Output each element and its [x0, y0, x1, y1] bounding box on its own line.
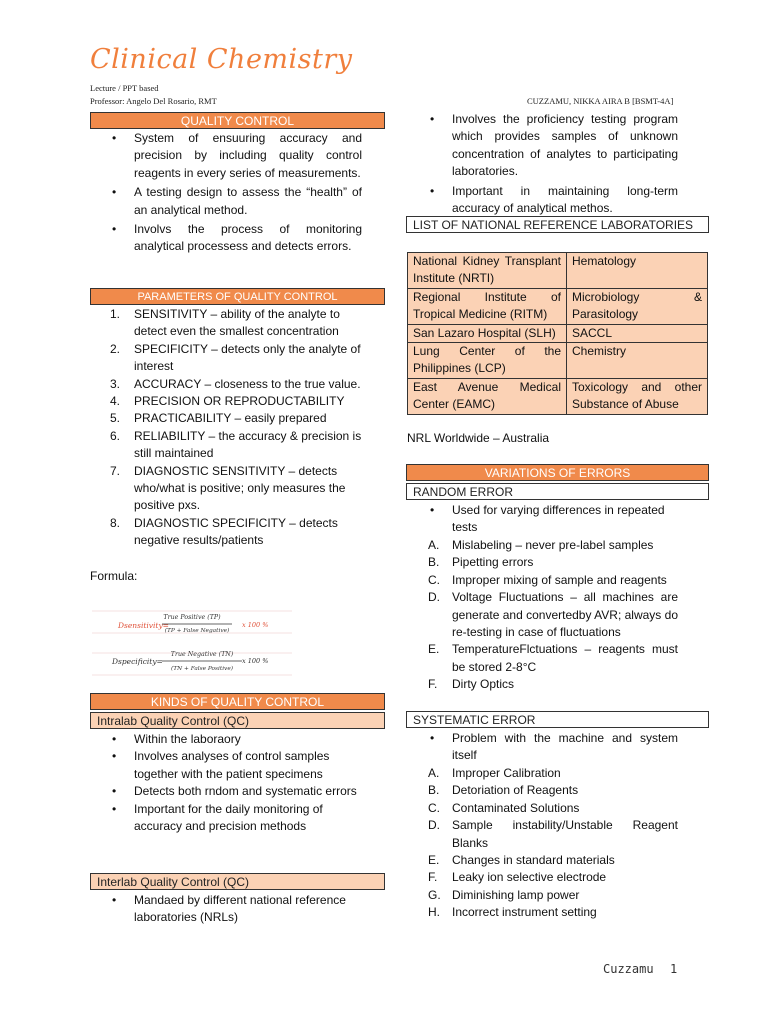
page-number: 1	[670, 962, 678, 976]
list-item: 1. SENSITIVITY – ability of the analyte to detect even the smallest concentration	[110, 307, 340, 339]
list-item: D. Sample instability/Unstable Reagent Blanks	[428, 818, 678, 850]
footer-name: Cuzzamu	[603, 962, 654, 976]
list-item: 6. RELIABILITY – the accuracy & precision is still maintained	[110, 428, 362, 461]
systematic-error-causes	[408, 765, 678, 922]
table-row	[408, 324, 708, 342]
list-item: A. Improper Calibration	[428, 766, 561, 780]
list-item: A. Mislabeling – never pre-label samples	[428, 538, 654, 552]
list-item: 7. DIAGNOSTIC SENSITIVITY – detects who/what is positive; only measures the positive pxs.	[110, 463, 346, 513]
list-item: F. Leaky ion selective electrode	[428, 870, 607, 885]
document-title: Clinical Chemistry	[90, 44, 353, 75]
interlab-list	[90, 892, 370, 927]
list-item: • Problem with the machine and system itself	[430, 731, 678, 763]
formula-label: Formula:	[90, 569, 138, 583]
professor-line: Professor: Angelo Del Rosario, RMT	[90, 96, 217, 106]
quality-control-list	[90, 130, 362, 256]
interlab-list-continued	[408, 111, 678, 217]
nrl-worldwide: NRL Worldwide – Australia	[407, 431, 550, 445]
systematic-error-list	[408, 730, 678, 765]
random-error-causes	[408, 537, 678, 694]
student-line: CUZZAMU, NIKKA AIRA B [BSMT-4A]	[527, 96, 674, 106]
list-item: • Important for the daily monitoring of accuracy and precision methods	[112, 801, 323, 834]
table-row	[408, 253, 708, 289]
list-item: B. Pipetting errors	[428, 555, 534, 570]
nrl-field: SACCL	[567, 324, 708, 342]
formula-image	[92, 605, 292, 685]
list-item: C. Improper mixing of sample and reagents	[428, 572, 667, 587]
list-item: 8. DIAGNOSTIC SPECIFICITY – detects negative results/patients	[110, 515, 338, 548]
list-item: H. Incorrect instrument setting	[428, 905, 597, 920]
nrl-lab: Lung Center of the Philippines (LCP)	[408, 343, 567, 379]
list-item: • Important in maintaining long-term accuracy of analytical methos.	[430, 183, 678, 216]
list-item: • Within the laboraory	[112, 732, 241, 746]
nrl-lab: National Kidney Transplant Institute (NRTI)	[408, 253, 567, 289]
list-item: • Involves the proficiency testing program which provides samples of unknown concentration of analytes to participating laboratories.	[430, 112, 678, 179]
list-item: • A testing design to assess the “health” of an analytical method.	[112, 185, 362, 217]
sensitivity-label: Dsensitivity=	[118, 621, 169, 630]
list-item: F. Dirty Optics	[428, 677, 515, 692]
nrl-table	[407, 252, 708, 415]
list-item: • Involvs the process of monitoring analytical processess and detects errors.	[112, 222, 362, 254]
list-item: • Detects both rndom and systematic errors	[112, 784, 357, 799]
list-item: • Involves analyses of control samples together with the patient specimens	[112, 749, 330, 781]
specificity-label: Dspecificity=	[112, 657, 163, 666]
sensitivity-denominator: (TP + False Negative)	[164, 628, 230, 634]
subtitle: Lecture / PPT based	[90, 83, 159, 93]
nrl-field: Hematology	[567, 253, 708, 289]
list-item: G. Diminishing lamp power	[428, 887, 580, 902]
list-item: 4. PRECISION OR REPRODUCTABILITY	[110, 394, 345, 409]
nrl-heading: LIST OF NATIONAL REFERENCE LABORATORIES	[406, 216, 709, 233]
interlab-heading: Interlab Quality Control (QC)	[90, 873, 385, 890]
systematic-error-heading: SYSTEMATIC ERROR	[406, 711, 709, 728]
list-item: 5. PRACTICABILITY – easily prepared	[110, 411, 327, 426]
list-item: • System of ensuuring accuracy and precision by including quality control reagents in every series of measurements.	[112, 131, 362, 180]
list-item: • Used for varying differences in repeated tests	[430, 503, 665, 535]
parameters-heading: PARAMETERS OF QUALITY CONTROL	[90, 288, 385, 305]
nrl-field: Toxicology and other Substance of Abuse	[567, 378, 708, 414]
nrl-field: Microbiology & Parasitology	[567, 288, 708, 324]
intralab-list	[90, 731, 370, 835]
table-row	[408, 343, 708, 379]
table-row	[408, 288, 708, 324]
nrl-lab: San Lazaro Hospital (SLH)	[408, 324, 567, 342]
specificity-denominator: (TN + False Positive)	[170, 666, 234, 672]
list-item: 2. SPECIFICITY – detects only the analyte of interest	[110, 341, 361, 374]
table-row	[408, 378, 708, 414]
variations-heading: VARIATIONS OF ERRORS	[406, 464, 709, 481]
nrl-lab: Regional Institute of Tropical Medicine (RITM)	[408, 288, 567, 324]
list-item: C. Contaminated Solutions	[428, 800, 580, 815]
list-item: D. Voltage Fluctuations – all machines are generate and convertedby AVR; always do re-testing in case of fluctuations	[428, 590, 678, 640]
quality-control-heading: QUALITY CONTROL	[90, 112, 385, 129]
specificity-numerator: True Negative (TN)	[170, 651, 234, 658]
list-item: E. TemperatureFlctuations – reagents must be stored 2-8°C	[428, 642, 678, 674]
sensitivity-multiplier: x 100 %	[242, 621, 269, 629]
list-item: E. Changes in standard materials	[428, 853, 615, 868]
list-item: B. Detoriation of Reagents	[428, 783, 579, 798]
list-item: • Mandaed by different national reference laboratories (NRLs)	[112, 893, 346, 925]
list-item: 3. ACCURACY – closeness to the true value.	[110, 376, 361, 391]
parameters-list	[90, 306, 375, 550]
random-error-list	[408, 502, 678, 537]
sensitivity-numerator: True Positive (TP)	[163, 614, 221, 621]
kinds-heading: KINDS OF QUALITY CONTROL	[90, 693, 385, 710]
intralab-heading: Intralab Quality Control (QC)	[90, 712, 385, 729]
nrl-field: Chemistry	[567, 343, 708, 379]
specificity-multiplier: x 100 %	[242, 657, 269, 665]
random-error-heading: RANDOM ERROR	[406, 483, 709, 500]
nrl-lab: East Avenue Medical Center (EAMC)	[408, 378, 567, 414]
